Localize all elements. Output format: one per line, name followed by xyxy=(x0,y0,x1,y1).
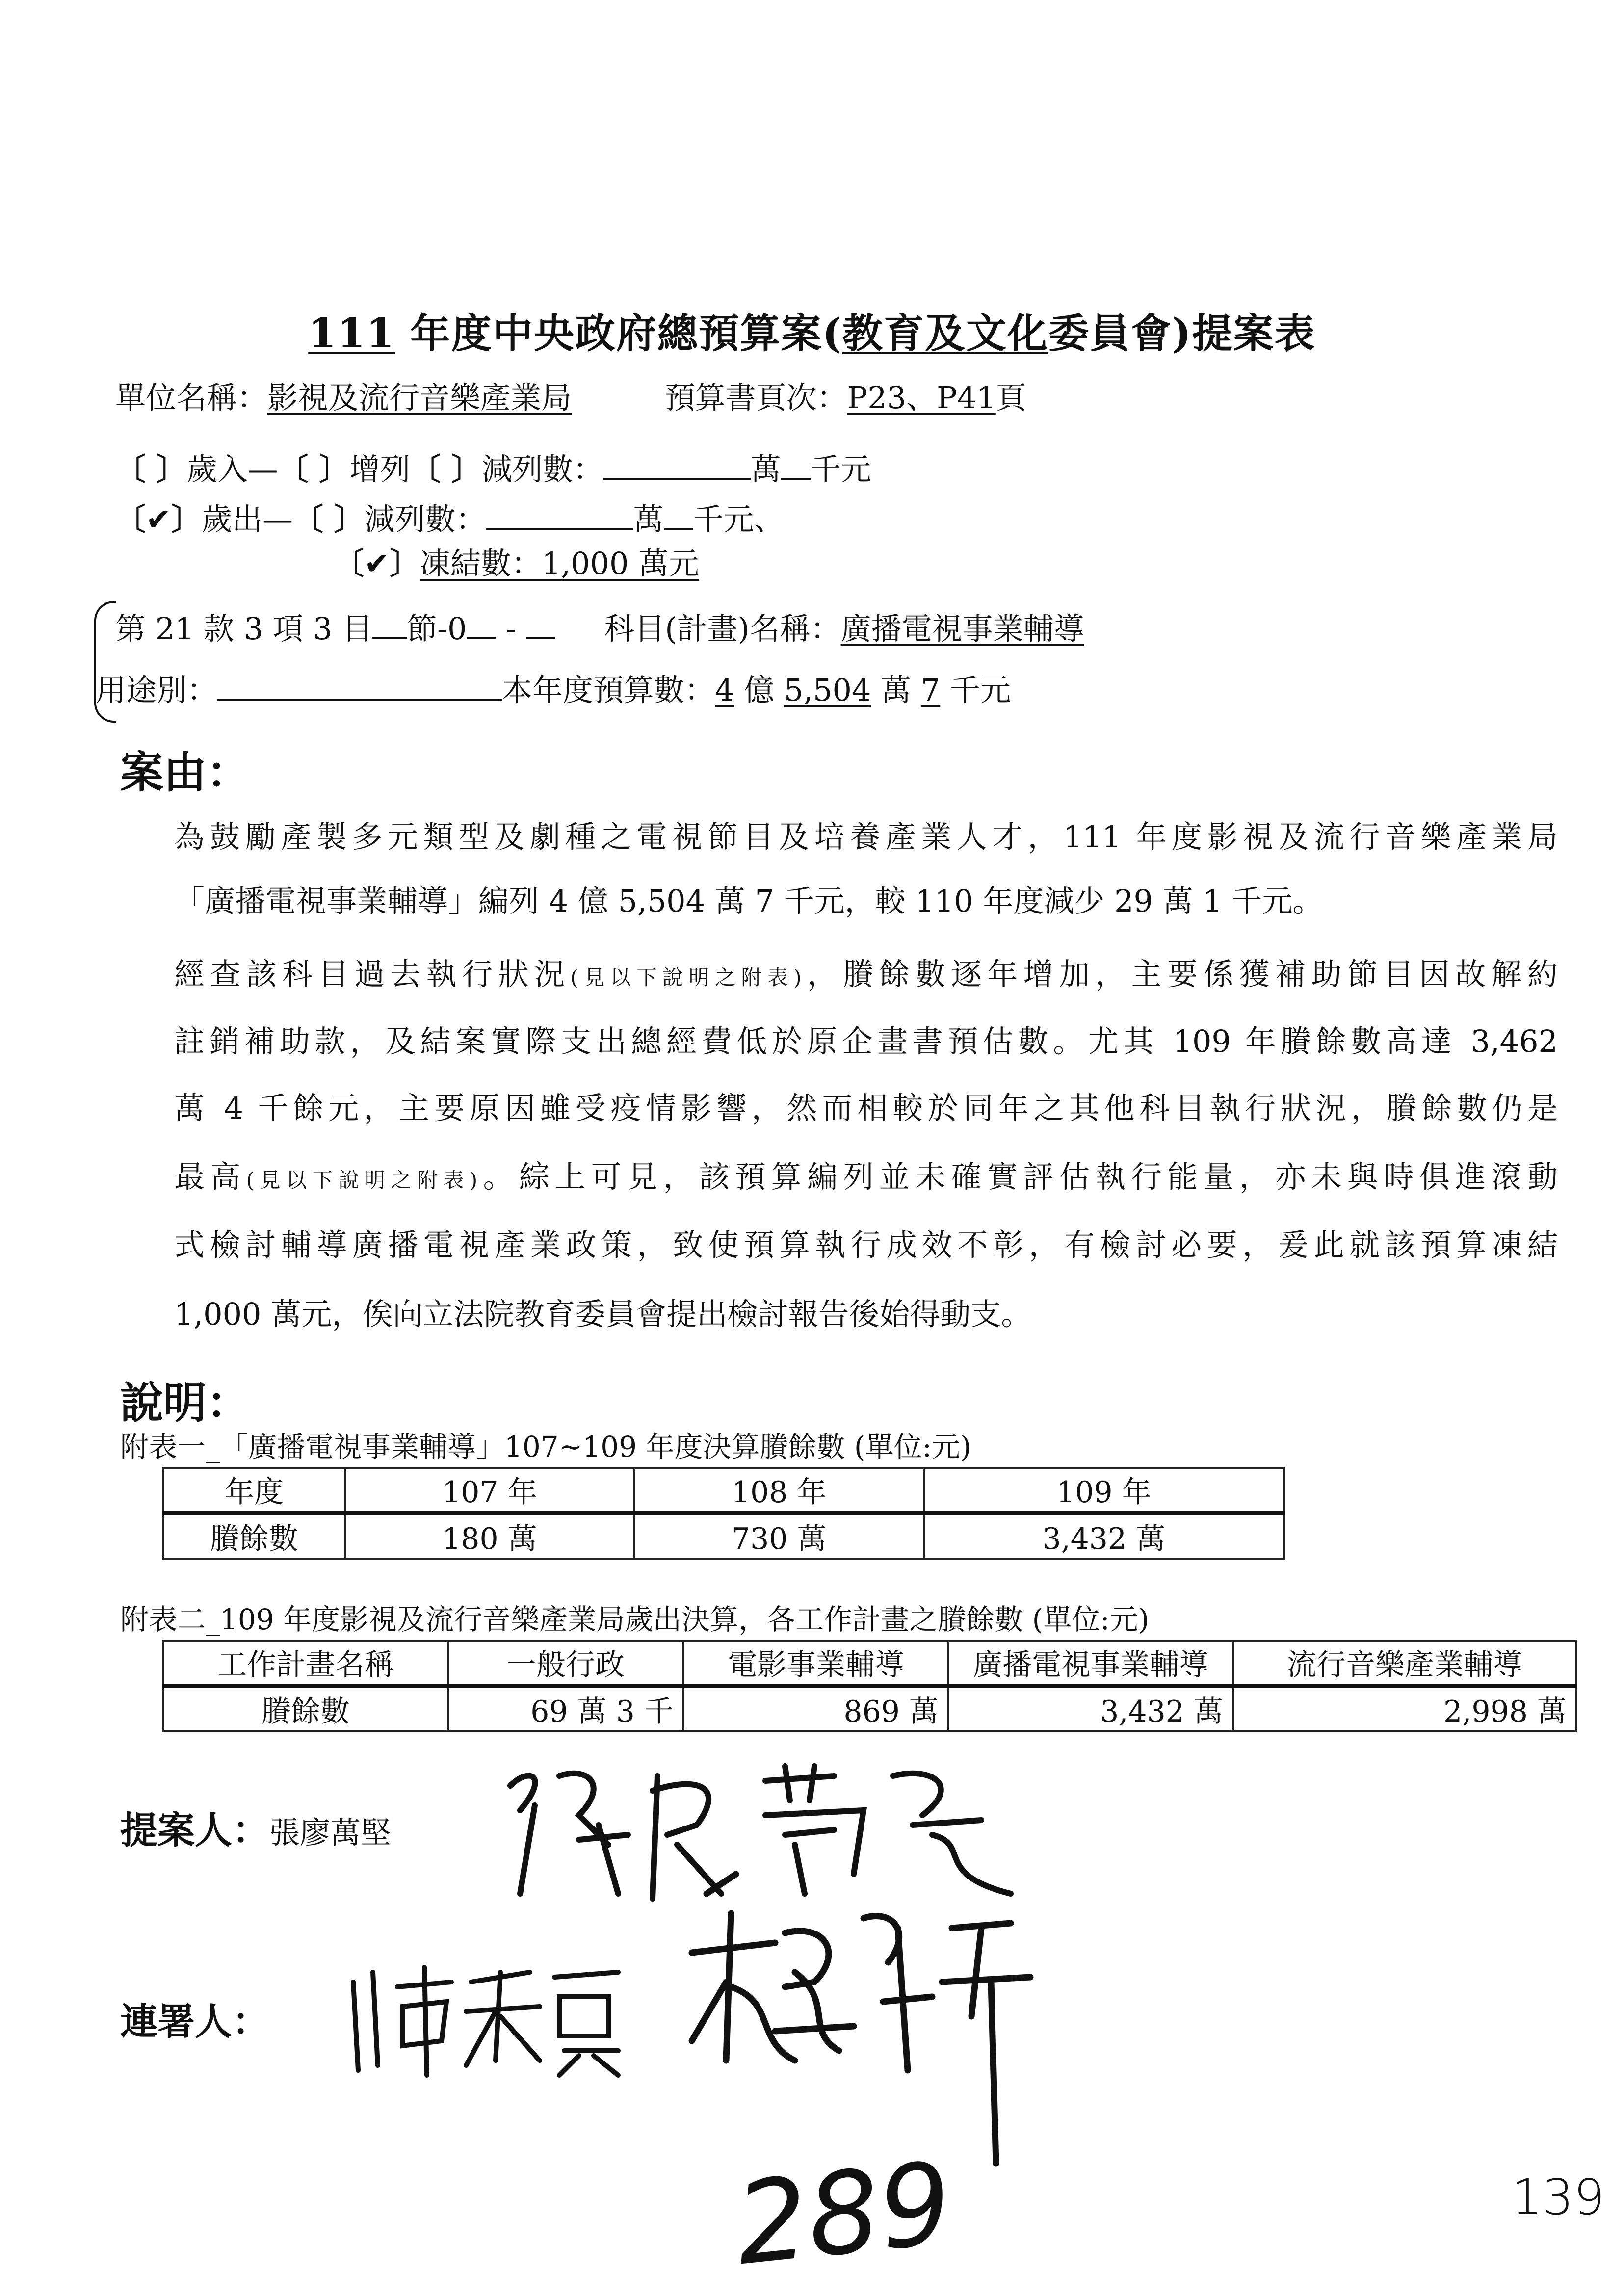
decrease-checkbox[interactable]: 〔 〕 xyxy=(410,451,482,487)
explain-heading: 說明： xyxy=(120,1378,250,1428)
sub-blank-1[interactable] xyxy=(467,610,496,639)
section-blank[interactable] xyxy=(372,610,407,639)
qian-blank[interactable] xyxy=(781,450,811,480)
unit-name: 影視及流行音樂產業局 xyxy=(267,380,572,416)
reason-line: 「廣播電視事業輔導」編列 4 億 5,504 萬 7 千元，較 110 年度減少 29 萬 1 千元。 xyxy=(174,883,1323,919)
page-ref: P23、P41 xyxy=(847,380,996,416)
wan-blank[interactable] xyxy=(486,500,633,530)
page-number: 139 xyxy=(1511,2168,1605,2226)
expense-decrease-checkbox[interactable]: 〔 〕 xyxy=(292,501,365,537)
page-title: 111 年度中央政府總預算案(教育及文化委員會)提案表 xyxy=(308,310,1316,357)
table-row: 賸餘數 180 萬 730 萬 3,432 萬 xyxy=(163,1513,1284,1559)
handwritten-number: 289 xyxy=(730,2138,958,2291)
reason-line: 註銷補助款，及結案實際支出總經費低於原企畫書預估數。尤其 109 年賸餘數高達 3,462 xyxy=(174,1023,1558,1059)
reason-line: 最高(見以下說明之附表)。綜上可見，該預算編列並未確實評估執行能量，亦未與時俱進滾動 xyxy=(174,1159,1558,1195)
sub-blank-2[interactable] xyxy=(526,610,555,639)
reason-line: 1,000 萬元，俟向立法院教育委員會提出檢討報告後始得動支。 xyxy=(174,1296,1032,1332)
revenue-line: 〔 〕歲入—〔 〕增列〔 〕減列數： 萬 千元 xyxy=(115,451,871,487)
usage-blank[interactable] xyxy=(217,671,502,701)
expense-checkbox[interactable]: 〔✔〕 xyxy=(115,501,202,537)
table2-caption: 附表二_109 年度影視及流行音樂產業局歲出決算，各工作計畫之賸餘數 (單位:元) xyxy=(120,1603,1150,1636)
freeze-checkbox[interactable]: 〔✔〕 xyxy=(334,546,420,581)
reason-line: 為鼓勵產製多元類型及劇種之電視節目及培養產業人才，111 年度影視及流行音樂產業局 xyxy=(174,819,1558,855)
usage-line: 用途別： 本年度預算數：4 億 5,504 萬 7 千元 xyxy=(96,672,1011,708)
freeze-line: 〔✔〕凍結數：1,000 萬元 xyxy=(334,546,700,581)
qian-blank[interactable] xyxy=(664,500,693,530)
table-row: 賸餘數 69 萬 3 千 869 萬 3,432 萬 2,998 萬 xyxy=(163,1686,1576,1732)
table-1 xyxy=(162,1467,1285,1560)
increase-checkbox[interactable]: 〔 〕 xyxy=(278,451,350,487)
reason-line: 萬 4 千餘元，主要原因雖受疫情影響，然而相較於同年之其他科目執行狀況，賸餘數仍是 xyxy=(174,1090,1558,1126)
expense-line: 〔✔〕歲出—〔 〕減列數： 萬 千元、 xyxy=(115,501,785,537)
reason-line: 式檢討輔導廣播電視產業政策，致使預算執行成效不彰，有檢討必要，爰此就該預算凍結 xyxy=(174,1227,1558,1263)
account-line: 第 21 款 3 項 3 目 節-0 - 科目(計畫)名稱：廣播電視事業輔導 xyxy=(115,611,1084,647)
wan-blank[interactable] xyxy=(603,450,751,480)
proposer-name: 張廖萬堅 xyxy=(269,1815,392,1851)
proposer-line: 提案人：張廖萬堅 xyxy=(120,1808,392,1852)
table-header-row: 年度 107 年 108 年 109 年 xyxy=(163,1468,1284,1513)
cosigner-signature-1 xyxy=(343,1953,638,2090)
unit-line: 單位名稱：影視及流行音樂產業局 預算書頁次：P23、P41頁 xyxy=(115,380,1026,416)
table-header-row: 工作計畫名稱 一般行政 電影事業輔導 廣播電視事業輔導 流行音樂產業輔導 xyxy=(163,1641,1576,1686)
reason-line: 經查該科目過去執行狀況(見以下說明之附表)，賸餘數逐年增加，主要係獲補助節目因故解約 xyxy=(174,956,1558,992)
table1-caption: 附表一_「廣播電視事業輔導」107~109 年度決算賸餘數 (單位:元) xyxy=(120,1430,971,1463)
reason-heading: 案由： xyxy=(120,747,250,798)
revenue-checkbox[interactable]: 〔 〕 xyxy=(115,451,187,487)
subject-name: 廣播電視事業輔導 xyxy=(840,611,1084,647)
table-2 xyxy=(162,1640,1577,1732)
cosigner-label: 連署人： xyxy=(120,2000,269,2043)
